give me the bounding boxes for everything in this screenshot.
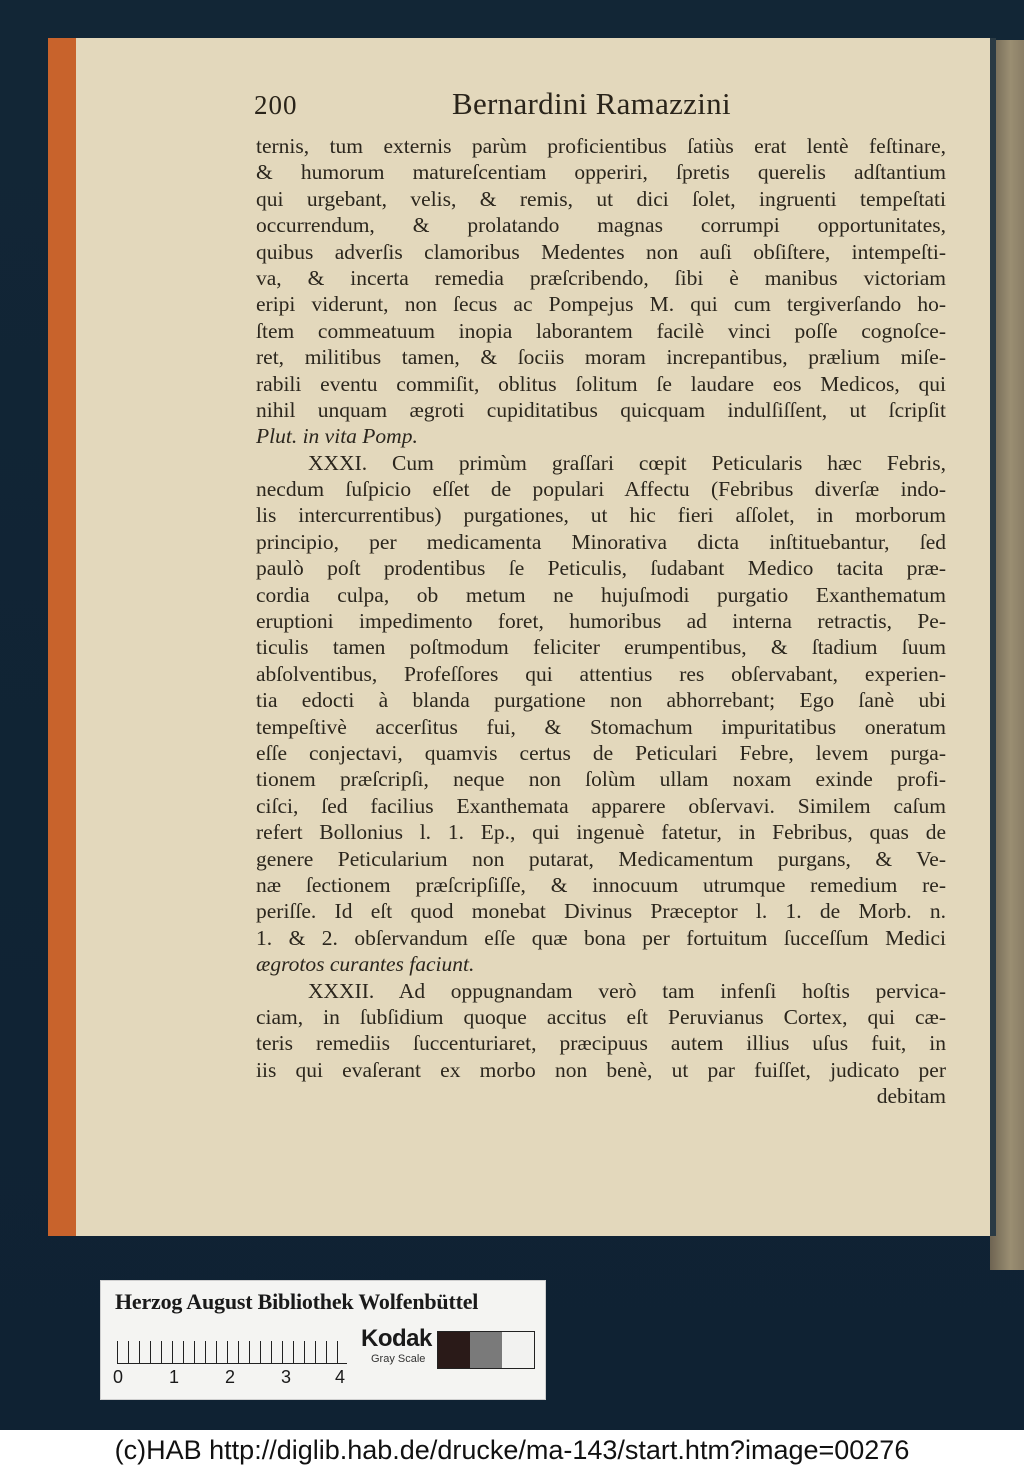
- copyright-footer: (c)HAB http://diglib.hab.de/drucke/ma-143/start.htm?image=00276: [0, 1430, 1024, 1470]
- ruler-number: 1: [169, 1367, 180, 1387]
- text-line: ciſci, ſed facilius Exanthemata apparere obſervavi. Similem caſum: [256, 793, 946, 818]
- page-header: [254, 86, 944, 130]
- catchword: debitam: [876, 1084, 946, 1109]
- text-line: teris remediis ſuccenturiaret, præcipuus autem illius uſus fuit, in: [256, 1031, 946, 1056]
- text-line: ticulis tamen poſtmodum feliciter erumpentibus, & ſtadium ſuum: [256, 635, 946, 660]
- text-line: ciam, in ſubſidium quoque accitus eſt Peruvianus Cortex, qui cæ-: [256, 1004, 946, 1029]
- library-label-card: [100, 1280, 546, 1400]
- text-line: refert Bollonius l. 1. Ep., qui ingenuè fatetur, in Febribus, quas de: [256, 820, 946, 845]
- text-line: ret, militibus tamen, & ſociis moram increpantibus, prælium miſe-: [256, 345, 946, 370]
- text-line: eripi viderunt, non ſecus ac Pompejus M. qui cum tergiverſando ho-: [256, 292, 946, 317]
- text-line: & humorum matureſcentiam opperiri, ſpretis querelis adſtantium: [256, 160, 946, 185]
- text-line: iis qui evaſerant ex morbo non benè, ut par fuiſſet, judicato per: [256, 1057, 946, 1082]
- text-line: eſſe conjectavi, quamvis certus de Peticulari Febre, levem purga-: [256, 740, 946, 765]
- text-line: ſtem commeatuum inopia laborantem facilè vinci poſſe cognoſce-: [256, 318, 946, 343]
- gray-scale-label: Gray Scale: [371, 1353, 426, 1365]
- text-line: qui urgebant, velis, & remis, ut dici ſolet, ingruenti tempeſtati: [256, 186, 946, 211]
- library-name: Herzog August Bibliothek Wolfenbüttel: [115, 1289, 479, 1314]
- text-line: næ ſectionem præſcripſiſſe, & innocuum utrumque remedium re-: [256, 872, 946, 897]
- text-line: periſſe. Id eſt quod monebat Divinus Præceptor l. 1. de Morb. n.: [256, 899, 946, 924]
- text-line: nihil unquam ægroti cupiditatibus quicquam indulſiſſent, ut ſcripſit: [256, 397, 946, 422]
- text-line: tionem præſcripſi, neque non ſolùm ullam noxam exinde profi-: [256, 767, 946, 792]
- body-text: [256, 133, 946, 1109]
- text-line: 1. & 2. obſervandum eſſe quæ bona per fortuitum ſucceſſum Medici: [256, 925, 946, 950]
- gray-scale-swatches: [437, 1331, 535, 1369]
- text-line: rabili eventu commiſit, oblitus ſolitum ſe laudare eos Medicos, qui: [256, 371, 946, 396]
- text-line: abſolventibus, Profeſſores qui attentius res obſervabant, experien-: [256, 661, 946, 686]
- swatch-dark: [438, 1332, 470, 1368]
- ruler-number: 3: [281, 1367, 292, 1387]
- text-line: lis intercurrentibus) purgationes, ut hic fieri aſſolet, in morborum: [256, 503, 946, 528]
- text-line: tia edocti à blanda purgatione non abhorrebant; Ego ſanè ubi: [256, 688, 946, 713]
- section-heading-line: XXXI. Cum primùm graſſari cœpit Peticularis hæc Febris,: [308, 450, 946, 475]
- text-line: va, & incerta remedia præſcribendo, ſibi è manibus victoriam: [256, 265, 946, 290]
- ruler-number: 2: [225, 1367, 236, 1387]
- running-title: Bernardini Ramazzini: [452, 86, 731, 121]
- ruler-number: 4: [335, 1367, 346, 1387]
- section-heading-line: XXXII. Ad oppugnandam verò tam infenſi hoſtis pervica-: [308, 978, 946, 1003]
- text-line: necdum ſuſpicio eſſet de populari Affectu (Febribus diverſæ indo-: [256, 477, 946, 502]
- ruler-number: 0: [113, 1367, 124, 1387]
- scale-ruler: [117, 1331, 347, 1364]
- ruler-numbers: [113, 1367, 353, 1389]
- text-line: ternis, tum externis parùm proficientibus ſatiùs erat lentè feſtinare,: [256, 134, 946, 158]
- swatch-mid: [470, 1332, 502, 1368]
- text-line: tempeſtivè accerſitus fui, & Stomachum impuritatibus oneratum: [256, 714, 946, 739]
- swatch-light: [502, 1332, 534, 1368]
- text-line: eruptioni impedimento foret, humoribus ad interna retractis, Pe-: [256, 609, 946, 634]
- text-line: occurrendum, & prolatando magnas corrumpi opportunitates,: [256, 213, 946, 238]
- text-line: principio, per medicamenta Minorativa dicta inſtituebantur, ſed: [256, 529, 946, 554]
- text-line: cordia culpa, ob metum ne hujuſmodi purgatio Exanthematum: [256, 582, 946, 607]
- page-number: 200: [254, 90, 298, 120]
- text-line: ægrotos curantes faciunt.: [256, 952, 475, 977]
- text-line: quibus adverſis clamoribus Medentes non auſi obſiſtere, intempeſti-: [256, 239, 946, 264]
- text-line: paulò poſt prodentibus ſe Peticulis, ſudabant Medico tacita præ-: [256, 556, 946, 581]
- text-line: genere Peticularium non putarat, Medicamentum purgans, & Ve-: [256, 846, 946, 871]
- text-line: Plut. in vita Pomp.: [256, 424, 418, 449]
- kodak-brand: Kodak: [361, 1325, 432, 1352]
